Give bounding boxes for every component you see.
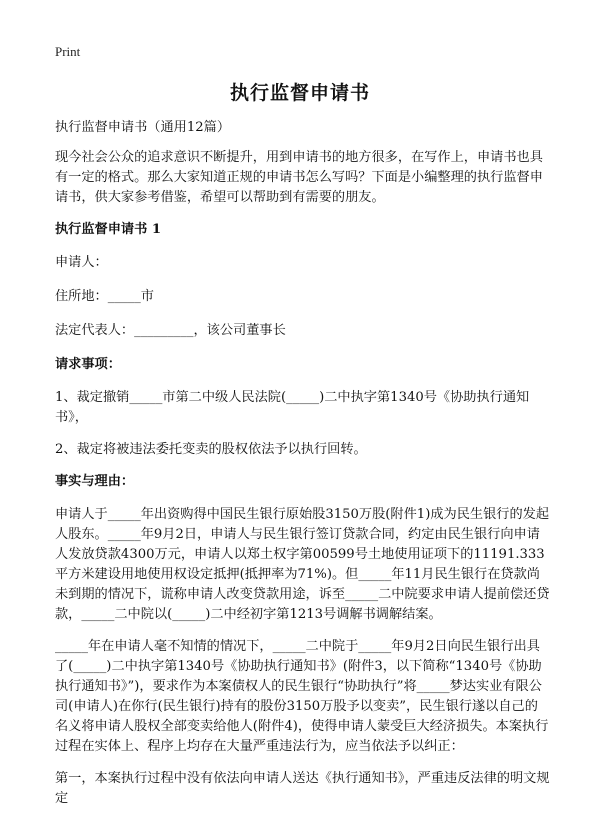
facts-heading: 事实与理由： <box>55 474 135 489</box>
facts-paragraph-2: _____年在申请人毫不知情的情况下，_____二中院于_____年9月2日向民生银行出具了(_____)二中执字第1340号《协助执行通知书》(附件3，以下简称“1340号《协助执行通知书》”)，要求作为本案债权人的民生银行“协助执行”将_____梦达实业有限公司(申请人)在你行(民生银行)持有的股份3150万股予以变卖”，民生银行遂以自己的名义将申请人股权全部变卖给他人(附件4)，使得申请人蒙受巨大经济损失。本案执行过程在实体上、程序上均存在大量严重违法行为，应当依法予以纠正： <box>55 639 549 754</box>
document-body <box>55 118 550 821</box>
applicant-field: 申请人： <box>55 255 108 270</box>
request-item-2: 2、裁定将被违法委托变卖的股权依法予以执行回转。 <box>55 442 367 457</box>
print-label: Print <box>55 44 81 59</box>
request-heading: 请求事项： <box>55 357 121 372</box>
facts-paragraph-3: 第一，本案执行过程中没有依法向申请人送达《执行通知书》，严重违反法律的明文规定 <box>55 771 550 806</box>
legal-rep-field: 法定代表人：_________，该公司董事长 <box>55 323 286 338</box>
document-subtitle: 执行监督申请书（通用12篇） <box>55 120 231 135</box>
section-heading: 执行监督申请书 1 <box>55 222 162 237</box>
request-item-1: 1、裁定撤销_____市第二中级人民法院(_____)二中执字第1340号《协助执行通知书》， <box>55 390 530 425</box>
page-title: 执行监督申请书 <box>229 82 370 104</box>
residence-field: 住所地：_____市 <box>55 289 154 304</box>
facts-paragraph-1: 申请人于_____年出资购得中国民生银行原始股3150万股(附件1)成为民生银行的发起人股东。_____年9月2日，申请人与民生银行签订贷款合同，约定由民生银行向申请人发放贷款4300万元，申请人以郑土权字第00599号土地使用证项下的11191.333平方米建设用地使用权设定抵押(抵押率为71%)。但_____年11月民生银行在贷款尚未到期的情况下，谎称申请人改变贷款用途，诉至_____二中院要求申请人提前偿还贷款，_____二中院以(_____)二中经初字第1213号调解书调解结案。 <box>55 507 550 622</box>
intro-paragraph: 现今社会公众的追求意识不断提升，用到申请书的地方很多，在写作上，申请书也具有一定的格式。那么大家知道正规的申请书怎么写吗？下面是小编整理的执行监督申请书，供大家参考借鉴，希望可以帮助到有需要的朋友。 <box>55 150 543 205</box>
